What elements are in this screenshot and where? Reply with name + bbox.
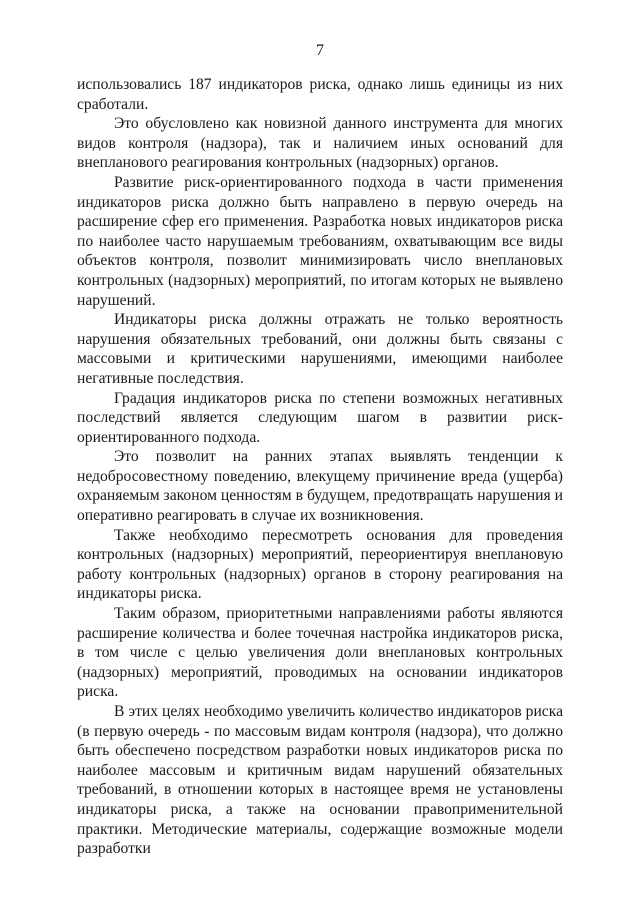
paragraph-2: Это обусловлено как новизной данного инструмента для многих видов контроля (надзора), так и наличием иных оснований для внепланового реагирования контрольных (надзорных) органов.: [77, 115, 563, 172]
paragraph-7: Также необходимо пересмотреть основания для проведения контрольных (надзорных) мероприятий, переориентируя внеплановую работу контрольных (надзорных) органов в сторону реагирования на индикаторы риска.: [77, 526, 563, 603]
paragraph-8: Таким образом, приоритетными направлениями работы являются расширение количества и более точечная настройка индикаторов риска, в том числе с целью увеличения доли внеплановых контрольных (надзорных) мероприятий, проводимых на основании индикаторов риска.: [77, 605, 563, 701]
paragraph-3: Развитие риск-ориентированного подхода в части применения индикаторов риска должно быть направлено в первую очередь на расширение сфер его применения. Разработка новых индикаторов риска по наиболее часто нарушаемым требованиям, охватывающим все виды объектов контроля, позволит минимизировать число внеплановых контрольных (надзорных) мероприятий, по итогам которых не выявлено нарушений.: [77, 173, 563, 309]
paragraph-6: Это позволит на ранних этапах выявлять тенденции к недобросовестному поведению, влекущему причинение вреда (ущерба) охраняемым законом ценностям в будущем, предотвращать нарушения и оперативно реагировать в случае их возникновения.: [77, 448, 563, 525]
paragraph-5: Градация индикаторов риска по степени возможных негативных последствий является следующим шагом в развитии риск-ориентированного подхода.: [77, 389, 563, 446]
document-body: [77, 75, 563, 859]
paragraph-9: В этих целях необходимо увеличить количество индикаторов риска (в первую очередь - по массовым видам контроля (надзора), что должно быть обеспечено посредством разработки новых индикаторов риска по наиболее массовым и критичным видам нарушений обязательных требований, в отношении которых в настоящее время не установлены индикаторы риска, а также на основании правоприменительной практики. Методические материалы, содержащие возможные модели разработки: [77, 703, 563, 858]
page-number: 7: [316, 42, 324, 59]
paragraph-1: использовались 187 индикаторов риска, однако лишь единицы из них сработали.: [77, 76, 563, 113]
paragraph-4: Индикаторы риска должны отражать не только вероятность нарушения обязательных требований, они должны быть связаны с массовыми и критическими нарушениями, имеющими наиболее негативные последствия.: [77, 311, 563, 387]
